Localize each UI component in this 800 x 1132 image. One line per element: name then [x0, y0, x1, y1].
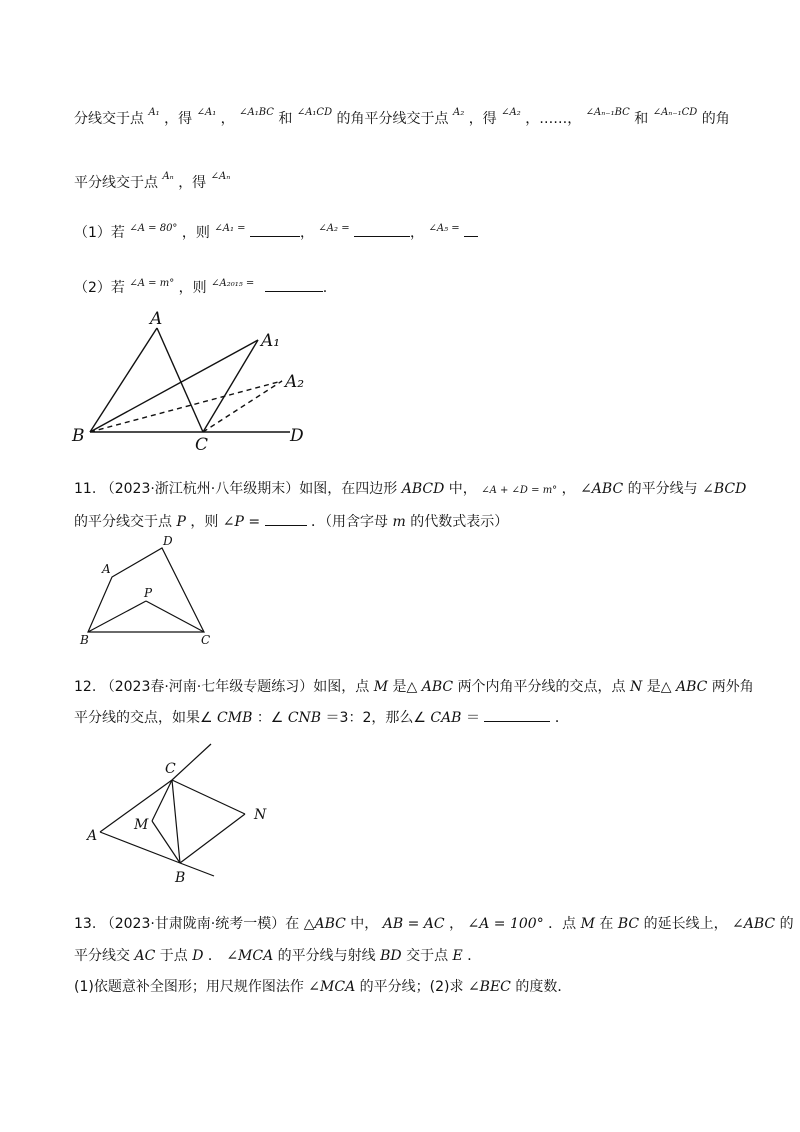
math: ∠Aₙ [210, 171, 231, 182]
text: 交于点 [406, 948, 449, 964]
math: ∠A = 100° [467, 916, 544, 932]
text: ， [449, 916, 464, 932]
math: ∠ABC [580, 481, 624, 497]
math: ∠BCD [702, 481, 747, 497]
math: CAB [430, 710, 462, 726]
math: Aₙ [162, 171, 174, 182]
text: ，得 [164, 111, 193, 127]
text: ：∠ [256, 710, 284, 726]
math: M [373, 679, 389, 695]
math: ∠BEC [467, 979, 511, 995]
math: CNB [287, 710, 322, 726]
label-A: A [150, 309, 163, 329]
text: 的平分线与 [627, 481, 698, 497]
math: ∠A₂ [501, 107, 521, 118]
label-B: B [80, 633, 89, 647]
math: ∠A₅ = [428, 223, 460, 234]
math: ∠A₂₀₁₅ = [211, 278, 255, 289]
text: 和 [278, 111, 293, 127]
problem-number: 11. [74, 481, 97, 497]
text: 的角 [701, 111, 730, 127]
text: ． [554, 710, 569, 726]
seg-B-N [180, 814, 245, 863]
label-D: D [163, 534, 173, 548]
math: CMB [217, 710, 253, 726]
math: ABC [421, 679, 454, 695]
text: ． [207, 948, 222, 964]
problem-number: 12. [74, 679, 97, 695]
text: （1）若 [74, 225, 125, 241]
text: ，则 [178, 280, 207, 296]
p13-line-2 [74, 945, 481, 965]
math: m [392, 514, 406, 530]
label-D: D [290, 426, 304, 446]
text: 中， [448, 481, 477, 497]
math: ∠MCA [226, 948, 274, 964]
text: ＝ [465, 710, 480, 726]
label-C: C [201, 633, 211, 647]
math: M [580, 916, 595, 932]
text: ． [467, 948, 482, 964]
label-C: C [165, 761, 176, 777]
label-A: A [87, 828, 98, 844]
text: （2023春·河南·七年级专题练习）如图，点 [100, 679, 370, 695]
math: ∠P = [222, 514, 261, 530]
ext-C [172, 744, 211, 780]
text: 的度数． [515, 979, 572, 995]
seg-B-M [152, 821, 180, 863]
text: ，则 [181, 225, 210, 241]
text: 和 [634, 111, 649, 127]
math: ABC [675, 679, 708, 695]
text: 的角平分线交于点 [336, 111, 449, 127]
text: （2023·甘肃陇南·统考一模）在 [100, 916, 300, 932]
math: ∠A₁CD [296, 107, 333, 118]
math: AC [134, 948, 156, 964]
math: ABCD [401, 481, 445, 497]
text: (1)依题意补全图形；用尺规作图法作 [74, 979, 304, 995]
text: ．（用含字母 [311, 514, 389, 530]
text: 平分线交 [74, 948, 130, 964]
text: ，得 [468, 111, 497, 127]
text: 在 [599, 916, 614, 932]
math: ∠A₁ = [214, 223, 246, 234]
math: P [176, 514, 186, 530]
text: 分线交于点 [74, 111, 144, 127]
text: （2）若 [74, 280, 125, 296]
math: ∠ABC [732, 916, 776, 932]
text: ，……， [525, 111, 582, 127]
text: 是△ [392, 679, 418, 695]
p10-question-2: （2）若 $^{\angle A = m^\circ}$ ，则 $^{\angle A_{2015} =}$ . [74, 278, 328, 296]
math: ∠Aₙ₋₁CD [652, 107, 698, 118]
math: ∠A = m° [129, 278, 175, 289]
text: ，得 [178, 175, 207, 191]
label-N: N [254, 807, 267, 823]
text: 是△ [646, 679, 672, 695]
math: ∠A₂ = [318, 223, 350, 234]
text: 平分线交于点 [74, 175, 158, 191]
text: 的代数式表示） [410, 514, 509, 530]
text: 于点 [159, 948, 188, 964]
math: N [630, 679, 643, 695]
label-A: A [102, 562, 111, 576]
math: BC [617, 916, 640, 932]
seg-A-B [100, 832, 180, 863]
seg-C-N [172, 780, 245, 814]
text: 的平分线交于点 [74, 514, 172, 530]
label-B: B [175, 870, 186, 886]
text: 的延长线上， [643, 916, 728, 932]
label-A1: A₁ [261, 331, 281, 351]
text: ．点 [548, 916, 577, 932]
math: D [192, 948, 204, 964]
math: A₁ [148, 107, 160, 118]
math: E [452, 948, 463, 964]
label-A2: A₂ [285, 372, 305, 392]
math: BD [380, 948, 402, 964]
math: ∠MCA [308, 979, 356, 995]
label-C: C [195, 435, 209, 455]
math: ∠Aₙ₋₁BC [585, 107, 630, 118]
seg-C-M [152, 780, 172, 821]
math: ∠A + ∠D = m° [481, 485, 558, 496]
text: （2023·浙江杭州·八年级期末）如图，在四边形 [100, 481, 398, 497]
text: 两外角 [711, 679, 754, 695]
text: 平分线的交点，如果∠ [74, 710, 213, 726]
p10-question-1: （1）若 $^{\angle A = 80^\circ}$ ，则 $^{\angle A_1 =}$ ， $^{\angle A_2 =}$ ， $^{\angle A_5 =}$ [74, 222, 478, 242]
math: △ABC [303, 916, 346, 932]
text: 的 [779, 916, 794, 932]
label-M: M [134, 817, 149, 833]
text: 的平分线；(2)求 [359, 979, 464, 995]
math: AB = AC [382, 916, 445, 932]
math: ∠A₁BC [239, 107, 274, 118]
math: A₂ [453, 107, 465, 118]
problem-number: 13. [74, 916, 97, 932]
text: 两个内角平分线的交点，点 [457, 679, 626, 695]
seg-C-B [172, 780, 180, 863]
p13-line-3 [74, 976, 571, 996]
math: ∠A₁ [196, 107, 217, 118]
math: ∠A = 80° [129, 223, 178, 234]
label-P: P [144, 586, 153, 600]
text: ， [561, 481, 576, 497]
p13-line-1 [74, 913, 794, 933]
text: ，则 [190, 514, 219, 530]
text: 的平分线与射线 [277, 948, 376, 964]
text: 中， [350, 916, 379, 932]
text: ＝3：2，那么∠ [325, 710, 426, 726]
p10-line-1: 分线交于点 $^{A_1}$ ，得 $^{\angle A_1}$ ， $^{\angle A_1BC}$ 和 $^{\angle A_1CD}$ 的角平分线交于点 $^{A_2}$ ，得 $^{\angle A_2}$ ，……， $^{\angle A_{n-1}BC}$ 和 $^{\angle A_{n-1}CD}$ 的角 [74, 107, 730, 127]
label-B: B [72, 426, 85, 446]
